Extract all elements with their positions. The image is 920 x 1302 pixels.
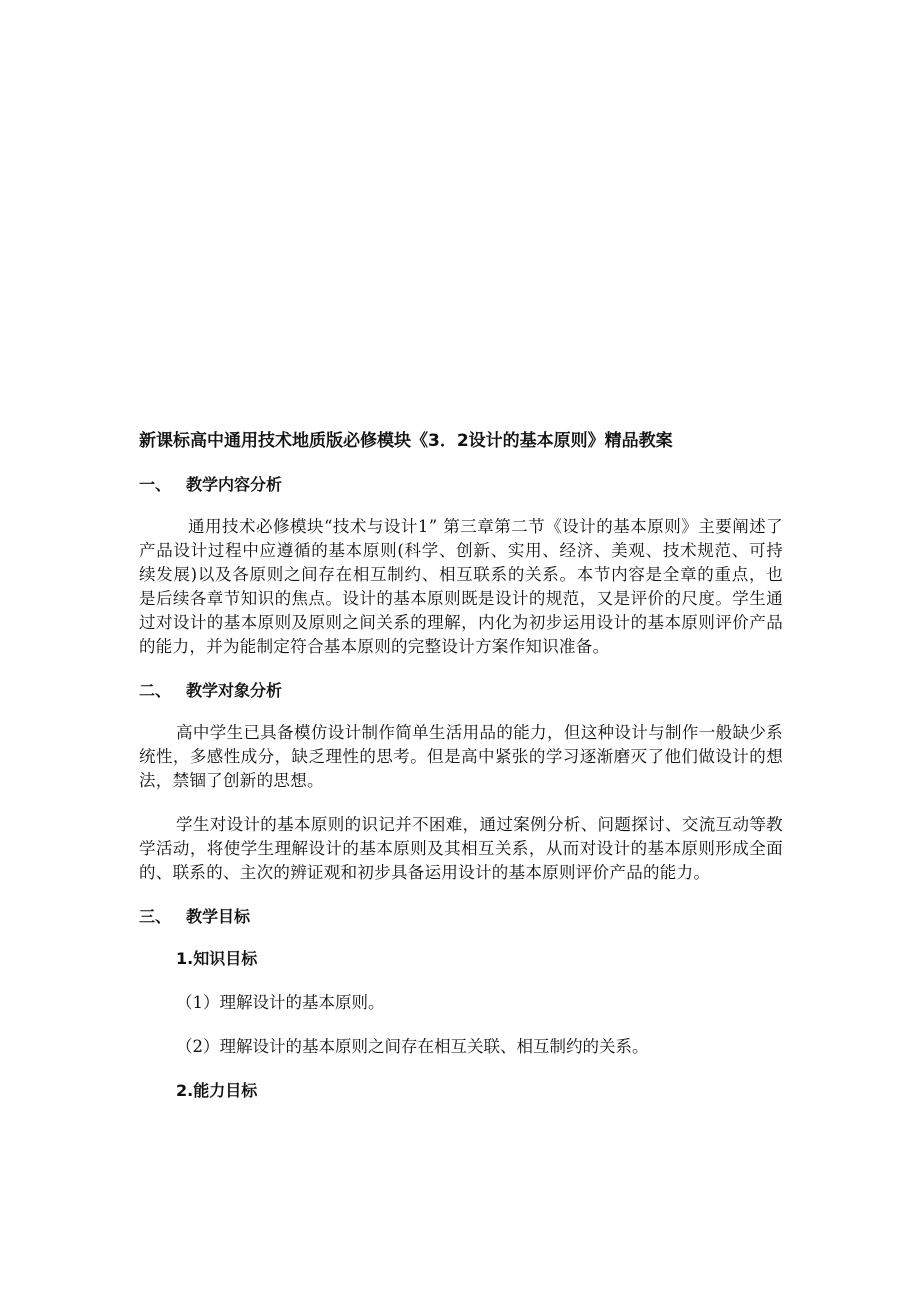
section-heading-text: 教学目标	[186, 907, 251, 926]
paragraph: 学生对设计的基本原则的识记并不困难，通过案例分析、问题探讨、交流互动等教学活动，将使学生理解设计的基本原则及其相互关系，从而对设计的基本原则形成全面的、联系的、主次的辨证观和初步具备运用设计的基本原则评价产品的能力。	[139, 815, 783, 882]
section-heading-text: 教学对象分析	[186, 681, 283, 700]
list-item: （2）理解设计的基本原则之间存在相互关联、相互制约的关系。	[176, 1037, 649, 1056]
sub-heading-ability: 2.能力目标	[176, 1081, 258, 1100]
section-heading-3	[139, 905, 783, 929]
list-item: （1）理解设计的基本原则。	[176, 993, 385, 1012]
section-number: 一、	[139, 475, 172, 494]
section-heading-text: 教学内容分析	[186, 475, 283, 494]
section-heading-2	[139, 679, 783, 703]
paragraph: 高中学生已具备模仿设计制作简单生活用品的能力，但这种设计与制作一般缺少系统性，多感性成分，缺乏理性的思考。但是高中紧张的学习逐渐磨灭了他们做设计的想法，禁锢了创新的思想。	[139, 723, 783, 790]
document-title: 新课标高中通用技术地质版必修模块《3．2设计的基本原则》精品教案	[139, 431, 673, 451]
paragraph: 通用技术必修模块“技术与设计1” 第三章第二节《设计的基本原则》主要阐述了产品设计过程中应遵循的基本原则(科学、创新、实用、经济、美观、技术规范、可持续发展)以及各原则之间存在相互制约、相互联系的关系。本节内容是全章的重点，也是后续各章节知识的焦点。设计的基本原则既是设计的规范，又是评价的尺度。学生通过对设计的基本原则及原则之间关系的理解，内化为初步运用设计的基本原则评价产品的能力，并为能制定符合基本原则的完整设计方案作知识准备。	[139, 517, 783, 656]
sub-heading-knowledge: 1.知识目标	[176, 949, 258, 968]
section-number: 二、	[139, 681, 172, 700]
section-number: 三、	[139, 907, 172, 926]
section-heading-1	[139, 473, 783, 497]
document-body	[139, 429, 783, 1123]
